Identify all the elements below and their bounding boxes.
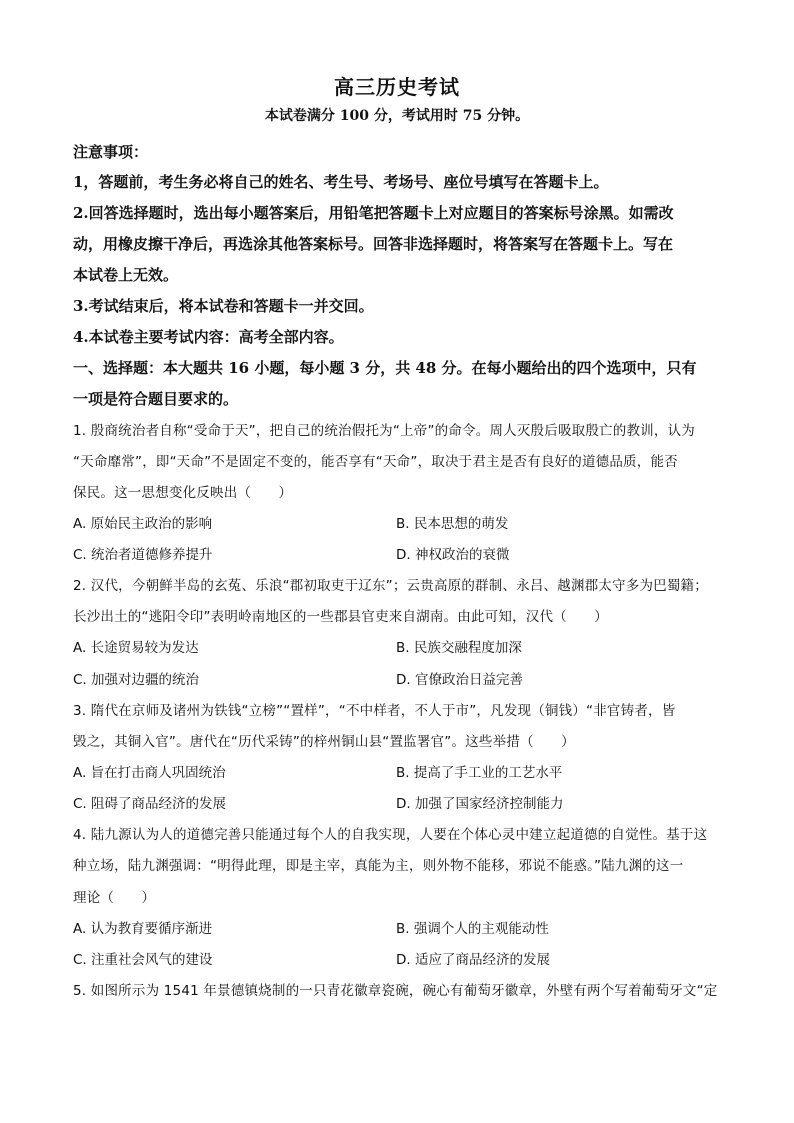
section-heading: 一项是符合题目要求的。 — [73, 390, 239, 408]
notice-line: 本试卷上无效。 — [73, 266, 179, 284]
option-d: D. 神权政治的衰微 — [396, 547, 510, 563]
option-d: D. 加强了国家经济控制能力 — [396, 796, 564, 812]
question-stem: 4. 陆九源认为人的道德完善只能通过每个人的自我实现，人要在个体心灵中建立起道德的自觉性。基于这 — [73, 827, 708, 843]
exam-subtitle: 本试卷满分 100 分，考试用时 75 分钟。 — [264, 108, 530, 124]
question-stem: “天命靡常”，即“天命”不是固定不变的，能否享有“天命”，取决于君主是否有良好的道德品质，能否 — [73, 454, 678, 470]
question-stem: 种立场，陆九渊强调：“明得此理，即是主宰，真能为主，则外物不能移，邪说不能惑。”陆九渊的这一 — [73, 858, 684, 874]
option-a: A. 旨在打击商人巩固统治 — [73, 765, 226, 781]
section-heading: 一、选择题：本大题共 16 小题，每小题 3 分，共 48 分。在每小题给出的四个选项中，只有 — [73, 359, 697, 377]
option-b: B. 提高了手工业的工艺水平 — [396, 765, 563, 781]
notice-line: 3.考试结束后，将本试卷和答题卡一并交回。 — [73, 297, 374, 315]
option-a: A. 长途贸易较为发达 — [73, 640, 199, 656]
option-a: A. 认为教育要循序渐进 — [73, 921, 213, 937]
option-c: C. 统治者道德修养提升 — [73, 547, 213, 563]
notice-line: 1，答题前，考生务必将自己的姓名、考生号、考场号、座位号填写在答题卡上。 — [73, 173, 609, 191]
option-c: C. 加强对边疆的统治 — [73, 672, 200, 688]
option-b: B. 民族交融程度加深 — [396, 640, 522, 656]
notice-line: 动，用橡皮擦干净后，再选涂其他答案标号。回答非选择题时，将答案写在答题卡上。写在 — [73, 235, 674, 253]
question-stem: 保民。这一思想变化反映出（ ） — [73, 485, 293, 501]
option-a: A. 原始民主政治的影响 — [73, 516, 213, 532]
question-stem: 2. 汉代，今朝鲜半岛的玄菟、乐浪“郡初取吏于辽东”；云贵高原的群制、永吕、越渊郡太守多为巴蜀籍； — [73, 578, 708, 594]
notice-line: 4.本试卷主要考试内容：高考全部内容。 — [73, 328, 344, 346]
option-b: B. 民本思想的萌发 — [396, 516, 509, 532]
option-d: D. 官僚政治日益完善 — [396, 672, 523, 688]
option-d: D. 适应了商品经济的发展 — [396, 952, 550, 968]
exam-title: 高三历史考试 — [334, 75, 460, 99]
question-stem: 长沙出土的“逃阳令印”表明岭南地区的一些郡县官吏来自湖南。由此可知，汉代（ ） — [73, 609, 608, 625]
question-stem: 1. 殷商统治者自称“受命于天”，把自己的统治假托为“上帝”的命令。周人灭殷后吸取殷亡的教训，认为 — [73, 423, 695, 439]
notice-line: 2.回答选择题时，选出每小题答案后，用铅笔把答题卡上对应题目的答案标号涂黑。如需改 — [73, 204, 674, 222]
option-b: B. 强调个人的主观能动性 — [396, 921, 549, 937]
option-c: C. 阻碍了商品经济的发展 — [73, 796, 227, 812]
question-stem: 5. 如图所示为 1541 年景德镇烧制的一只青花徽章瓷碗，碗心有葡萄牙徽章，外壁有两个写着葡萄牙文“定 — [73, 983, 718, 999]
question-stem: 3. 隋代在京师及诸州为铁钱“立榜”“置样”，“不中样者，不人于市”，凡发现（铜钱）“非官铸者，皆 — [73, 703, 676, 719]
notice-heading: 注意事项： — [73, 143, 149, 161]
question-stem: 理论（ ） — [73, 890, 156, 906]
option-c: C. 注重社会风气的建设 — [73, 952, 213, 968]
question-stem: 毁之，其铜入官”。唐代在“历代采铸”的梓州铜山县“置监署官”。这些举措（ ） — [73, 734, 575, 750]
